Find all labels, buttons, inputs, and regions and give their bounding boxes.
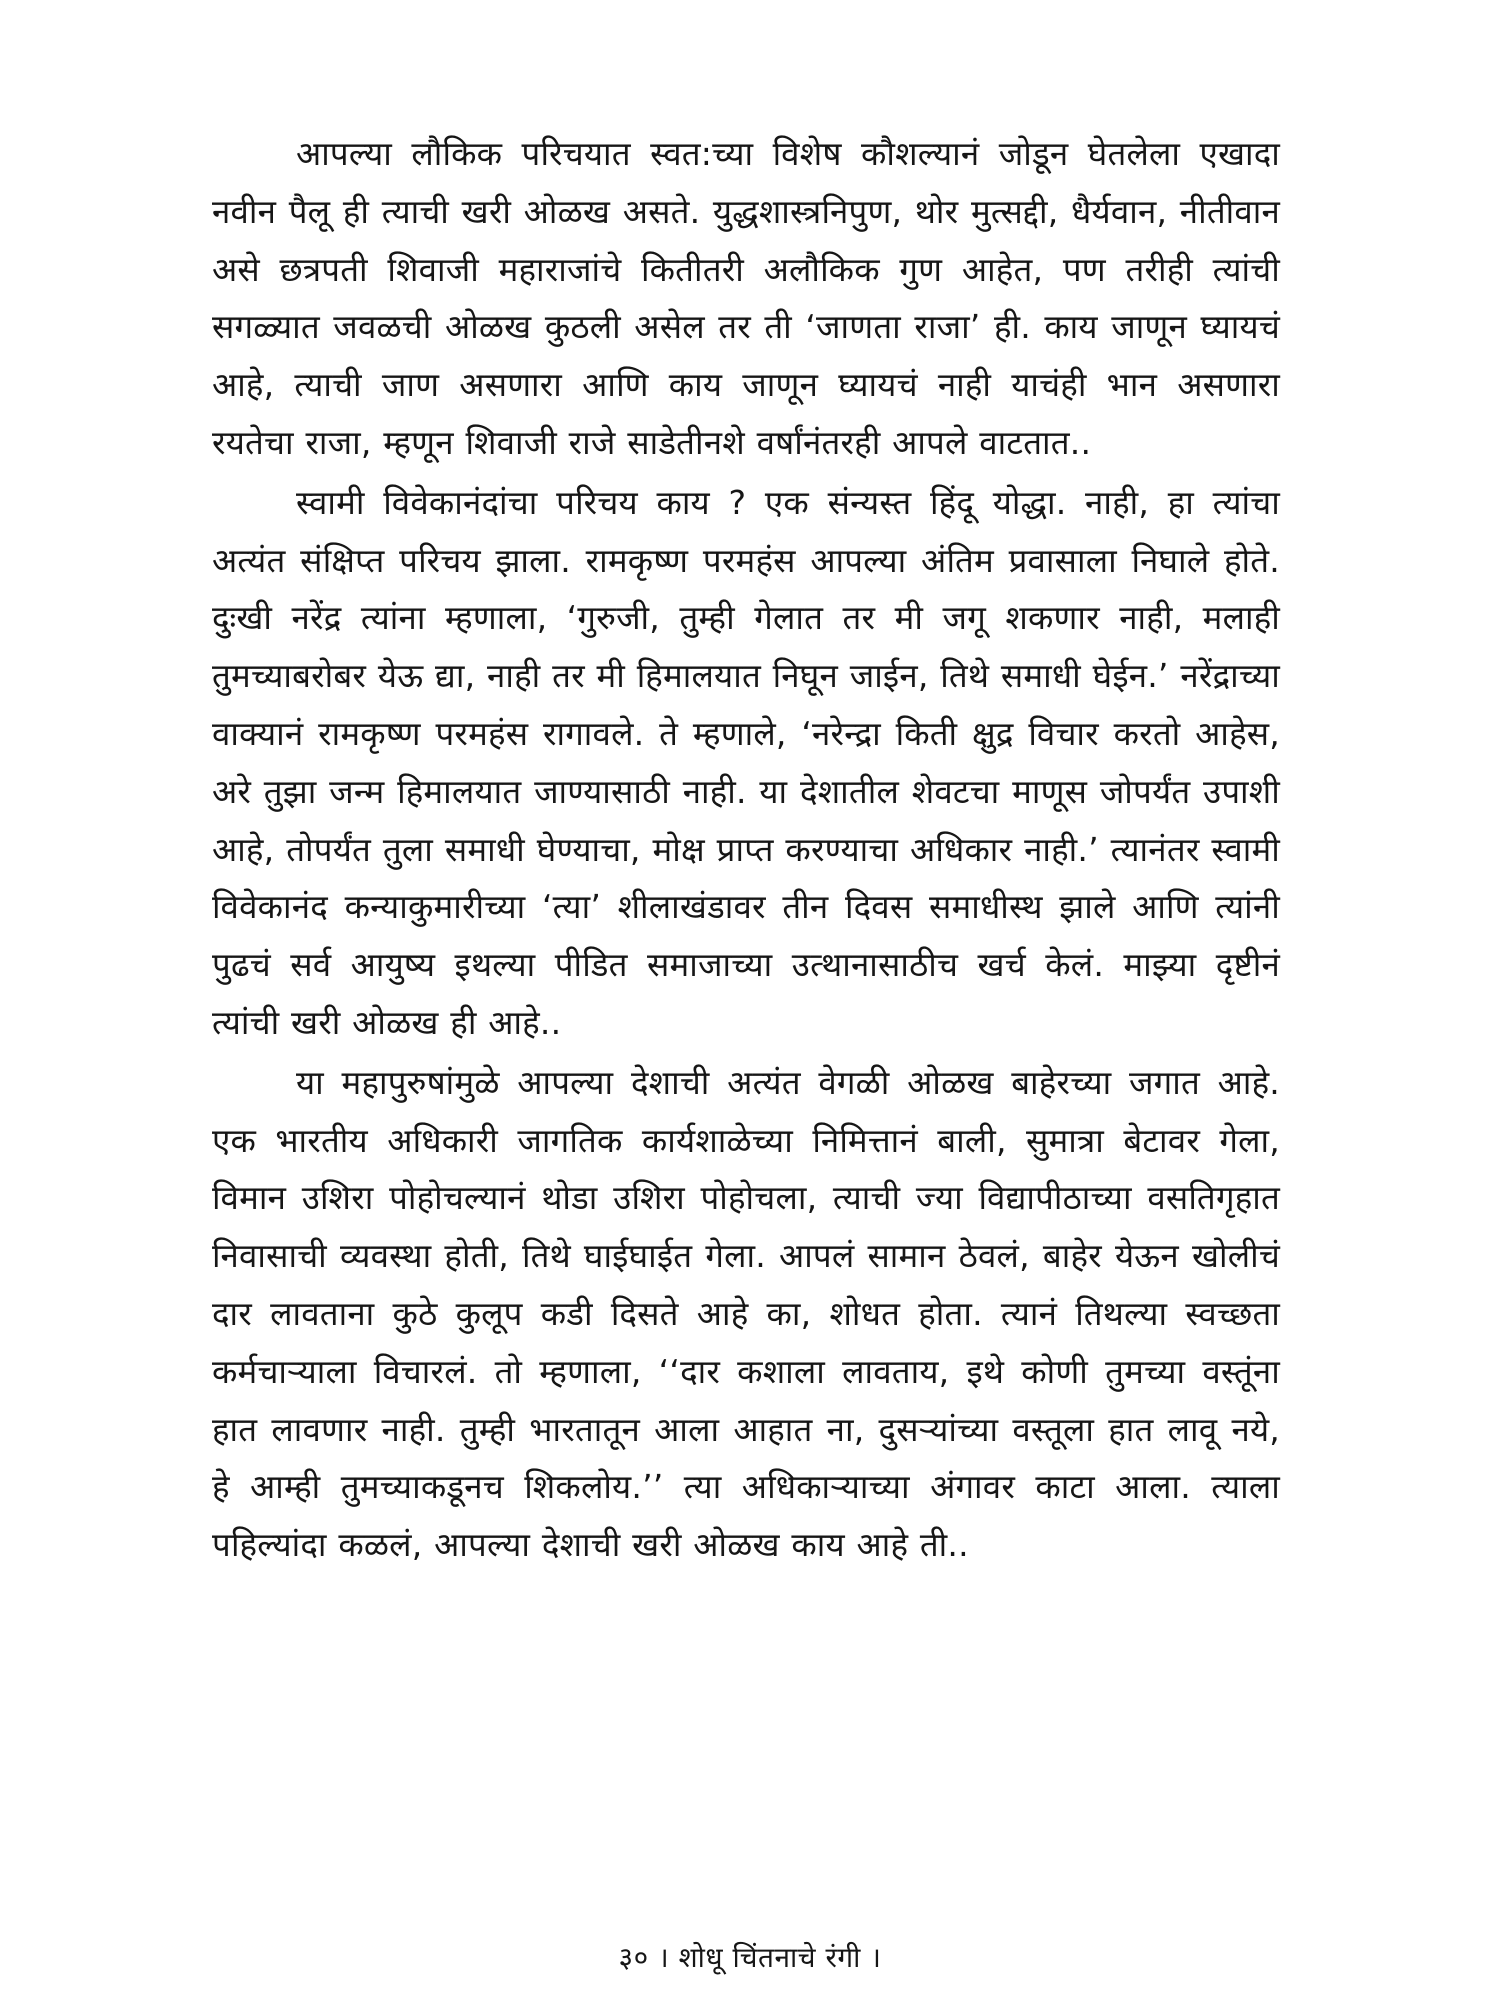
paragraph-bali-story: या महापुरुषांमुळे आपल्या देशाची अत्यंत वेगळी ओळख बाहेरच्या जगात आहे. एक भारतीय अधिकारी जागतिक कार्यशाळेच्या निमित्तानं बाली, सुमात्रा बेटावर गेला, विमान उशिरा पोहोचल्यानं थोडा उशिरा पोहोचला, त्याची ज्या विद्यापीठाच्या वसतिगृहात निवासाची व्यवस्था होती, तिथे घाईघाईत गेला. आपलं सामान ठेवलं, बाहेर येऊन खोलीचं दार लावताना कुठे कुलूप कडी दिसते आहे का, शोधत होता. त्यानं तिथल्या स्वच्छता कर्मचाऱ्याला विचारलं. तो म्हणाला, ‘‘दार कशाला लावताय, इथे कोणी तुमच्या वस्तूंना हात लावणार नाही. तुम्ही भारतातून आला आहात ना, दुसऱ्यांच्या वस्तूला हात लावू नये, हे आम्ही तुमच्याकडूनच शिकलोय.’’ त्या अधिकाऱ्याच्या अंगावर काटा आला. त्याला पहिल्यांदा कळलं, आपल्या देशाची खरी ओळख काय आहे ती.. — [212, 1062, 1280, 1565]
page-body — [212, 125, 1280, 1885]
page-footer: ३० । शोधू चिंतनाचे रंगी । — [618, 1941, 882, 1974]
paragraph-vivekananda: स्वामी विवेकानंदांचा परिचय काय ? एक संन्यस्त हिंदू योद्धा. नाही, हा त्यांचा अत्यंत संक्षिप्त परिचय झाला. रामकृष्ण परमहंस आपल्या अंतिम प्रवासाला निघाले होते. दुःखी नरेंद्र त्यांना म्हणाला, ‘गुरुजी, तुम्ही गेलात तर मी जगू शकणार नाही, मलाही तुमच्याबरोबर येऊ द्या, नाही तर मी हिमालयात निघून जाईन, तिथे समाधी घेईन.’ नरेंद्राच्या वाक्यानं रामकृष्ण परमहंस रागावले. ते म्हणाले, ‘नरेन्द्रा किती क्षुद्र विचार करतो आहेस, अरे तुझा जन्म हिमालयात जाण्यासाठी नाही. या देशातील शेवटचा माणूस जोपर्यंत उपाशी आहे, तोपर्यंत तुला समाधी घेण्याचा, मोक्ष प्राप्त करण्याचा अधिकार नाही.’ त्यानंतर स्वामी विवेकानंद कन्याकुमारीच्या ‘त्या’ शीलाखंडावर तीन दिवस समाधीस्थ झाले आणि त्यांनी पुढचं सर्व आयुष्य इथल्या पीडित समाजाच्या उत्थानासाठीच खर्च केलं. माझ्या दृष्टीनं त्यांची खरी ओळख ही आहे.. — [212, 482, 1280, 1042]
paragraph-shivaji: आपल्या लौकिक परिचयात स्वत:च्या विशेष कौशल्यानं जोडून घेतलेला एखादा नवीन पैलू ही त्याची खरी ओळख असते. युद्धशास्त्रनिपुण, थोर मुत्सद्दी, धैर्यवान, नीतीवान असे छत्रपती शिवाजी महाराजांचे कितीतरी अलौकिक गुण आहेत, पण तरीही त्यांची सगळ्यात जवळची ओळख कुठली असेल तर ती ‘जाणता राजा’ ही. काय जाणून घ्यायचं आहे, त्याची जाण असणारा आणि काय जाणून घ्यायचं नाही याचंही भान असणारा रयतेचा राजा, म्हणून शिवाजी राजे साडेतीनशे वर्षांनंतरही आपले वाटतात.. — [212, 134, 1280, 462]
